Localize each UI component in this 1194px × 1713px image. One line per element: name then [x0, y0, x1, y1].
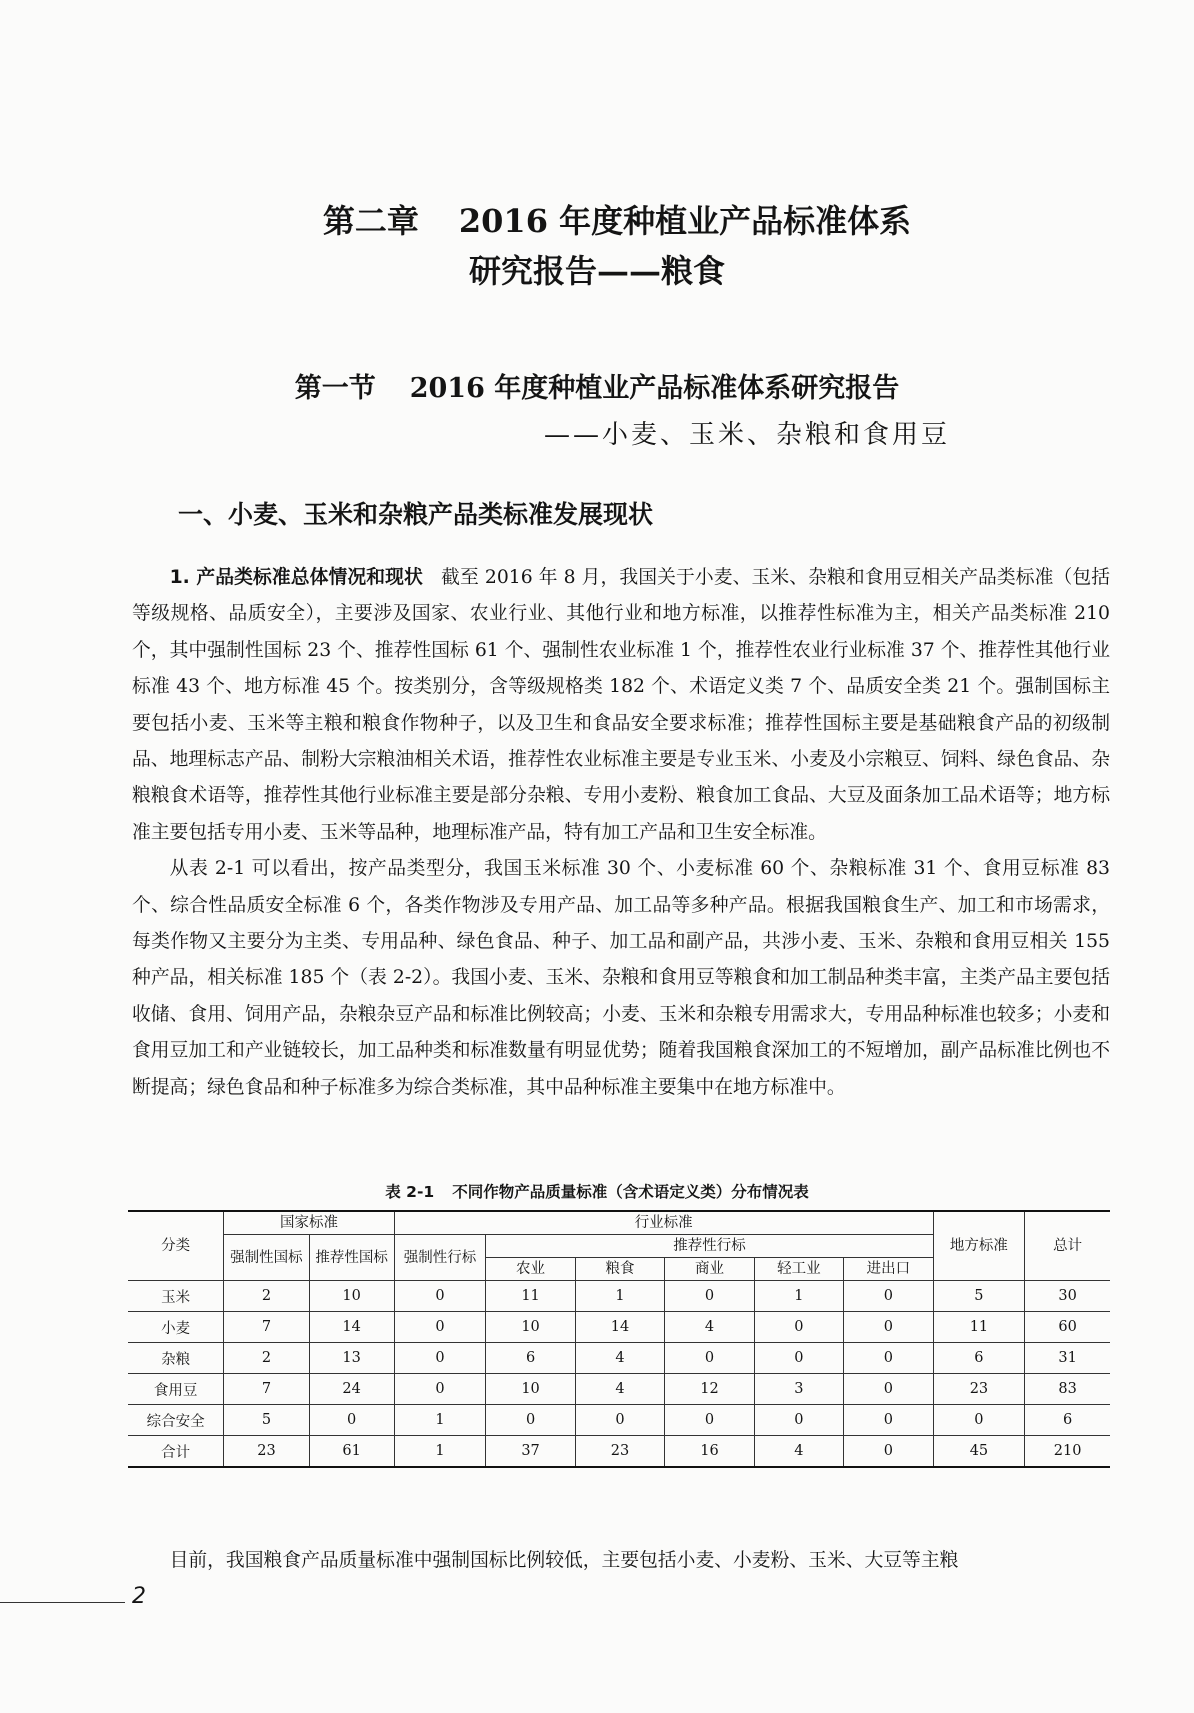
table-cell: 4: [575, 1374, 664, 1405]
table-cell: 7: [224, 1374, 309, 1405]
row-label: 杂粮: [128, 1343, 224, 1374]
header-mandatory-national: 强制性国标: [224, 1235, 309, 1281]
table-cell: 12: [665, 1374, 754, 1405]
table-row: [128, 1343, 1110, 1374]
table-cell: 83: [1025, 1374, 1110, 1405]
table-cell: 0: [486, 1405, 575, 1436]
table-cell: 0: [754, 1343, 843, 1374]
table-cell: 0: [575, 1405, 664, 1436]
table-cell: 0: [844, 1374, 933, 1405]
table-caption-title: 不同作物产品质量标准（含术语定义类）分布情况表: [452, 1183, 809, 1201]
table-cell: 0: [754, 1405, 843, 1436]
header-recommended-industry: 推荐性行标: [486, 1235, 933, 1258]
table-cell: 6: [1025, 1405, 1110, 1436]
chapter-title: [0, 196, 1194, 296]
row-label: 合计: [128, 1436, 224, 1468]
table-cell: 7: [224, 1312, 309, 1343]
table-cell: 210: [1025, 1436, 1110, 1468]
table-row: [128, 1436, 1110, 1468]
header-mandatory-industry: 强制性行标: [394, 1235, 486, 1281]
table-caption-label: 表 2-1: [385, 1183, 435, 1201]
header-industry: 行业标准: [394, 1211, 933, 1235]
table-cell: 37: [486, 1436, 575, 1468]
footer-rule: [0, 1602, 125, 1603]
table-cell: 23: [933, 1374, 1025, 1405]
table-body: [128, 1281, 1110, 1468]
table-cell: 3: [754, 1374, 843, 1405]
table-cell: 0: [754, 1312, 843, 1343]
table-cell: 0: [394, 1343, 486, 1374]
table-cell: 14: [309, 1312, 394, 1343]
table-cell: 0: [844, 1405, 933, 1436]
header-recommended-national: 推荐性国标: [309, 1235, 394, 1281]
table-cell: 5: [224, 1405, 309, 1436]
paragraph-1: [132, 560, 1110, 851]
table-cell: 0: [394, 1281, 486, 1312]
table-cell: 0: [844, 1281, 933, 1312]
distribution-table: [128, 1210, 1110, 1468]
table-cell: 1: [754, 1281, 843, 1312]
subsection-heading: 一、小麦、玉米和杂粮产品类标准发展现状: [178, 500, 654, 529]
table-row: [128, 1312, 1110, 1343]
table-cell: 60: [1025, 1312, 1110, 1343]
table-cell: 0: [665, 1281, 754, 1312]
row-label: 食用豆: [128, 1374, 224, 1405]
table-cell: 1: [575, 1281, 664, 1312]
table-cell: 10: [309, 1281, 394, 1312]
table-cell: 0: [394, 1374, 486, 1405]
page-footer: [0, 1582, 1194, 1622]
table-cell: 6: [933, 1343, 1025, 1374]
table-cell: 23: [575, 1436, 664, 1468]
table-cell: 61: [309, 1436, 394, 1468]
paragraph-1-body: 截至 2016 年 8 月，我国关于小麦、玉米、杂粮和食用豆相关产品类标准（包括等级规格、品质安全），主要涉及国家、农业行业、其他行业和地方标准，以推荐性标准为主，相关产品类标准 210 个，其中强制性国标 23 个、推荐性国标 61 个、强制性农业标准 1 个，推荐性农业行业标准 37 个、推荐性其他行业标准 43 个、地方标准 45 个。按类别分，含等级规格类 182 个、术语定义类 7 个、品质安全类 21 个。强制国标主要包括小麦、玉米等主粮和粮食作物种子，以及卫生和食品安全要求标准；推荐性国标主要是基础粮食产品的初级制品、地理标志产品、制粉大宗粮油相关术语，推荐性农业标准主要是专业玉米、小麦及小宗粮豆、饲料、绿色食品、杂粮粮食术语等，推荐性其他行业标准主要是部分杂粮、专用小麦粉、粮食加工食品、大豆及面条加工品术语等；地方标准主要包括专用小麦、玉米等品种，地理标准产品，特有加工产品和卫生安全标准。: [132, 567, 1110, 843]
table-cell: 0: [933, 1405, 1025, 1436]
table-cell: 0: [394, 1312, 486, 1343]
table-cell: 0: [844, 1343, 933, 1374]
header-agriculture: 农业: [486, 1258, 575, 1281]
continuation-paragraph: 目前，我国粮食产品质量标准中强制国标比例较低，主要包括小麦、小麦粉、玉米、大豆等主粮: [169, 1550, 959, 1571]
table-cell: 4: [754, 1436, 843, 1468]
header-light-industry: 轻工业: [754, 1258, 843, 1281]
table-cell: 0: [844, 1312, 933, 1343]
table-cell: 0: [844, 1436, 933, 1468]
header-category: 分类: [128, 1211, 224, 1281]
table-cell: 10: [486, 1374, 575, 1405]
header-grain: 粮食: [575, 1258, 664, 1281]
table-caption: [0, 1180, 1194, 1202]
paragraph-lead: 1. 产品类标准总体情况和现状: [169, 567, 423, 588]
section-subtitle: ——小麦、玉米、杂粮和食用豆: [543, 420, 950, 450]
table-cell: 1: [394, 1436, 486, 1468]
header-national: 国家标准: [224, 1211, 394, 1235]
row-label: 综合安全: [128, 1405, 224, 1436]
table-cell: 5: [933, 1281, 1025, 1312]
table-cell: 11: [486, 1281, 575, 1312]
table-cell: 13: [309, 1343, 394, 1374]
section-title: [0, 366, 1194, 458]
row-label: 小麦: [128, 1312, 224, 1343]
chapter-label: 第二章: [322, 202, 419, 240]
chapter-title-line1: 2016 年度种植业产品标准体系: [458, 202, 912, 240]
table-cell: 4: [575, 1343, 664, 1374]
table-cell: 2: [224, 1281, 309, 1312]
body-text: [132, 560, 1110, 1106]
table-cell: 45: [933, 1436, 1025, 1468]
table-cell: 30: [1025, 1281, 1110, 1312]
chapter-title-line2: 研究报告——粮食: [468, 252, 725, 290]
table-cell: 0: [309, 1405, 394, 1436]
table-cell: 6: [486, 1343, 575, 1374]
section-label: 第一节: [294, 373, 376, 404]
table-cell: 23: [224, 1436, 309, 1468]
table-cell: 0: [665, 1405, 754, 1436]
table-cell: 11: [933, 1312, 1025, 1343]
table-cell: 14: [575, 1312, 664, 1343]
paragraph-2: 从表 2-1 可以看出，按产品类型分，我国玉米标准 30 个、小麦标准 60 个、杂粮标准 31 个、食用豆标准 83 个、综合性品质安全标准 6 个，各类作物涉及专用产品、加工品等多种产品。根据我国粮食生产、加工和市场需求，每类作物又主要分为主类、专用品种、绿色食品、种子、加工品和副产品，共涉小麦、玉米、杂粮和食用豆相关 155 种产品，相关标准 185 个（表 2-2）。我国小麦、玉米、杂粮和食用豆等粮食和加工制品种类丰富，主类产品主要包括收储、食用、饲用产品，杂粮杂豆产品和标准比例较高；小麦、玉米和杂粮专用需求大，专用品种标准也较多；小麦和食用豆加工和产业链较长，加工品种类和标准数量有明显优势；随着我国粮食深加工的不短增加，副产品标准比例也不断提高；绿色食品和种子标准多为综合类标准，其中品种标准主要集中在地方标准中。: [132, 858, 1110, 1098]
table-cell: 4: [665, 1312, 754, 1343]
table-cell: 10: [486, 1312, 575, 1343]
table-cell: 1: [394, 1405, 486, 1436]
table-cell: 31: [1025, 1343, 1110, 1374]
header-commerce: 商业: [665, 1258, 754, 1281]
page-number: 2: [132, 1584, 146, 1609]
table-cell: 0: [665, 1343, 754, 1374]
table-cell: 2: [224, 1343, 309, 1374]
section-title-text: 2016 年度种植业产品标准体系研究报告: [409, 373, 900, 404]
header-import-export: 进出口: [844, 1258, 933, 1281]
table-row: [128, 1374, 1110, 1405]
table-row: [128, 1405, 1110, 1436]
table-cell: 24: [309, 1374, 394, 1405]
header-total: 总计: [1025, 1211, 1110, 1281]
table-row: [128, 1281, 1110, 1312]
table-cell: 16: [665, 1436, 754, 1468]
header-local: 地方标准: [933, 1211, 1025, 1281]
row-label: 玉米: [128, 1281, 224, 1312]
